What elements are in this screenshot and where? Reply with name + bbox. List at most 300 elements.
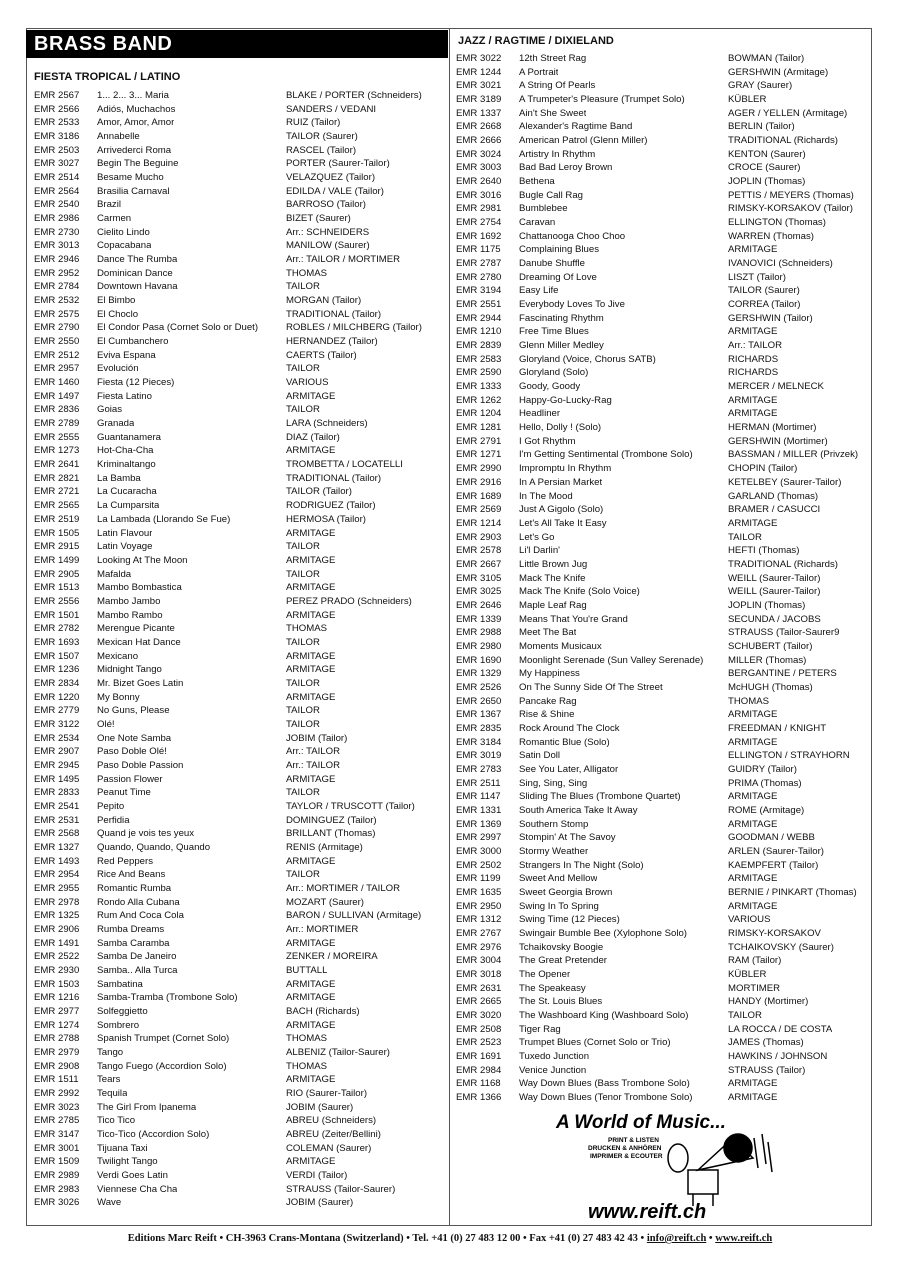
composer: ARMITAGE xyxy=(286,1156,336,1168)
catalog-number: EMR 2785 xyxy=(34,1115,80,1127)
catalog-number: EMR 2767 xyxy=(456,928,502,939)
catalog-row xyxy=(456,695,870,709)
catalog-number: EMR 2534 xyxy=(34,732,80,744)
piece-title: Samba Caramba xyxy=(97,937,170,949)
catalog-number: EMR 3004 xyxy=(456,955,502,967)
catalog-row xyxy=(34,937,444,951)
catalog-row xyxy=(456,777,870,791)
catalog-number: EMR 1513 xyxy=(34,582,80,594)
catalog-number: EMR 2721 xyxy=(34,486,80,498)
catalog-number: EMR 2952 xyxy=(34,267,80,279)
composer: COLEMAN (Saurer) xyxy=(286,1142,372,1154)
catalog-row xyxy=(456,366,870,380)
catalog-row xyxy=(456,544,870,558)
composer: ARMITAGE xyxy=(286,390,336,402)
catalog-number: EMR 3016 xyxy=(456,189,502,201)
composer: TAILOR xyxy=(286,718,320,730)
composer: CROCE (Saurer) xyxy=(728,162,801,174)
composer: HAWKINS / JOHNSON xyxy=(728,1051,828,1063)
piece-title: Brazil xyxy=(97,199,121,211)
composer: MERCER / MELNECK xyxy=(728,381,824,393)
piece-title: Dominican Dance xyxy=(97,267,173,279)
piece-title: 12th Street Rag xyxy=(519,53,587,64)
catalog-row xyxy=(34,335,444,349)
composer: ELLINGTON (Thomas) xyxy=(728,217,826,229)
composer: ARMITAGE xyxy=(728,900,778,912)
composer: KETELBEY (Saurer-Tailor) xyxy=(728,476,842,488)
catalog-row xyxy=(456,654,870,668)
catalog-number: EMR 2540 xyxy=(34,199,80,211)
piece-title: Solfeggietto xyxy=(97,1006,148,1018)
catalog-number: EMR 2835 xyxy=(456,722,502,734)
catalog-row xyxy=(34,677,444,691)
composer: TRADITIONAL (Tailor) xyxy=(286,472,382,484)
piece-title: Way Down Blues (Bass Trombone Solo) xyxy=(519,1078,690,1090)
catalog-number: EMR 1692 xyxy=(456,230,502,242)
piece-title: La Bamba xyxy=(97,472,141,484)
composer: Arr.: TAILOR / MORTIMER xyxy=(286,254,401,266)
piece-title: Swingair Bumble Bee (Xylophone Solo) xyxy=(519,928,687,939)
catalog-number: EMR 2666 xyxy=(456,135,502,147)
composer: RICHARDS xyxy=(728,353,779,365)
piece-title: Just A Gigolo (Solo) xyxy=(519,504,604,516)
composer: BASSMAN / MILLER (Privzek) xyxy=(728,449,859,461)
catalog-row xyxy=(456,927,870,941)
catalog-number: EMR 2930 xyxy=(34,965,80,976)
catalog-number: EMR 2977 xyxy=(34,1006,80,1018)
catalog-row xyxy=(34,841,444,855)
catalog-number: EMR 1175 xyxy=(456,244,501,256)
composer: ARMITAGE xyxy=(286,527,336,539)
catalog-number: EMR 1262 xyxy=(456,394,502,406)
composer: HERNANDEZ (Tailor) xyxy=(286,336,378,348)
piece-title: Latin Voyage xyxy=(97,541,153,553)
composer: BLAKE / PORTER (Schneiders) xyxy=(286,90,422,101)
catalog-row xyxy=(456,407,870,421)
composer: RIMSKY-KORSAKOV (Tailor) xyxy=(728,203,853,215)
composer: TAILOR (Saurer) xyxy=(728,285,800,297)
catalog-row xyxy=(34,540,444,554)
catalog-number: EMR 2788 xyxy=(34,1033,80,1045)
catalog-row xyxy=(34,1114,444,1128)
catalog-row xyxy=(34,1183,444,1197)
catalog-row xyxy=(456,982,870,996)
piece-title: Latin Flavour xyxy=(97,527,153,539)
composer: ROBLES / MILCHBERG (Tailor) xyxy=(286,322,422,334)
catalog-number: EMR 1507 xyxy=(34,650,80,662)
composer: TAILOR xyxy=(286,636,320,648)
composer: TAILOR xyxy=(286,404,320,416)
piece-title: In A Persian Market xyxy=(519,476,603,488)
catalog-row xyxy=(34,800,444,814)
catalog-number: EMR 2946 xyxy=(34,254,80,266)
composer: VARIOUS xyxy=(728,914,771,926)
catalog-number: EMR 2523 xyxy=(456,1037,502,1049)
catalog-number: EMR 2564 xyxy=(34,185,80,197)
catalog-row xyxy=(34,1032,444,1046)
composer: TAILOR xyxy=(286,568,320,580)
piece-title: Kriminaltango xyxy=(97,459,156,471)
logo-line1: PRINT & LISTEN xyxy=(608,1137,659,1144)
composer: ARMITAGE xyxy=(728,408,778,420)
catalog-row xyxy=(34,896,444,910)
composer: ARMITAGE xyxy=(286,1019,336,1031)
catalog-row xyxy=(34,267,444,281)
catalog-row xyxy=(456,175,870,189)
composer: ZENKER / MOREIRA xyxy=(286,951,378,963)
catalog-row xyxy=(456,257,870,271)
piece-title: Tiger Rag xyxy=(519,1023,561,1035)
logo-line2: DRUCKEN & ANHÖREN xyxy=(588,1145,662,1152)
composer: Arr.: MORTIMER xyxy=(286,923,359,935)
catalog-row xyxy=(34,362,444,376)
footer-web-link[interactable]: www.reift.ch xyxy=(715,1233,773,1244)
composer: ARMITAGE xyxy=(286,650,336,662)
catalog-number: EMR 1690 xyxy=(456,654,502,666)
catalog-row xyxy=(34,1005,444,1019)
composer: SECUNDA / JACOBS xyxy=(728,613,821,625)
piece-title: American Patrol (Glenn Miller) xyxy=(519,135,648,147)
piece-title: El Bimbo xyxy=(97,295,136,307)
catalog-row xyxy=(34,431,444,445)
composer: ARMITAGE xyxy=(728,791,778,803)
composer: McHUGH (Thomas) xyxy=(728,681,813,693)
catalog-row xyxy=(34,130,444,144)
catalog-row xyxy=(456,66,870,80)
catalog-row xyxy=(34,1073,444,1087)
catalog-number: EMR 2984 xyxy=(456,1064,502,1076)
catalog-row xyxy=(456,52,870,66)
catalog-number: EMR 2754 xyxy=(456,217,502,229)
composer: THOMAS xyxy=(286,1060,328,1072)
piece-title: Verdi Goes Latin xyxy=(97,1170,168,1182)
piece-title: Strangers In The Night (Solo) xyxy=(519,859,644,871)
catalog-number: EMR 2590 xyxy=(456,367,502,379)
catalog-number: EMR 1273 xyxy=(34,445,80,457)
catalog-number: EMR 2578 xyxy=(456,545,502,557)
piece-title: Tequila xyxy=(97,1088,128,1100)
composer: BACH (Richards) xyxy=(286,1006,360,1018)
piece-title: Pancake Rag xyxy=(519,695,577,707)
composer: ARLEN (Saurer-Tailor) xyxy=(728,845,824,857)
piece-title: South America Take It Away xyxy=(519,804,638,816)
composer: TAILOR xyxy=(286,869,320,881)
composer: MOZART (Saurer) xyxy=(286,896,365,908)
piece-title: Tijuana Taxi xyxy=(97,1142,148,1154)
catalog-number: EMR 2944 xyxy=(456,312,502,324)
composer: ARMITAGE xyxy=(728,709,778,721)
catalog-row xyxy=(456,831,870,845)
composer: WEILL (Saurer-Tailor) xyxy=(728,586,821,598)
piece-title: Mambo Bombastica xyxy=(97,582,182,594)
piece-title: Rise & Shine xyxy=(519,709,575,721)
composer: RASCEL (Tailor) xyxy=(286,144,357,156)
catalog-row xyxy=(456,134,870,148)
composer: LARA (Schneiders) xyxy=(286,418,368,430)
composer: TAILOR xyxy=(286,363,320,375)
catalog-row xyxy=(456,435,870,449)
catalog-number: EMR 2556 xyxy=(34,595,80,607)
catalog-number: EMR 3021 xyxy=(456,80,502,92)
catalog-number: EMR 3147 xyxy=(34,1129,80,1141)
piece-title: The Girl From Ipanema xyxy=(97,1101,197,1113)
piece-title: Mambo Jambo xyxy=(97,595,161,607)
composer: MORTIMER xyxy=(728,982,781,994)
piece-title: Tears xyxy=(97,1074,121,1086)
catalog-row xyxy=(34,253,444,267)
composer: STRAUSS (Tailor-Saurer) xyxy=(286,1183,396,1195)
catalog-number: EMR 1505 xyxy=(34,527,80,539)
composer: ARMITAGE xyxy=(286,1074,336,1086)
catalog-number: EMR 2981 xyxy=(456,203,502,215)
piece-title: Means That You're Grand xyxy=(519,613,628,625)
catalog-row xyxy=(456,722,870,736)
catalog-number: EMR 1333 xyxy=(456,381,502,393)
catalog-row xyxy=(456,859,870,873)
catalog-number: EMR 2821 xyxy=(34,472,80,484)
footer xyxy=(0,1233,900,1244)
composer: BERLIN (Tailor) xyxy=(728,121,795,133)
composer: HERMOSA (Tailor) xyxy=(286,513,366,525)
catalog-row xyxy=(34,568,444,582)
catalog-row xyxy=(456,818,870,832)
catalog-row xyxy=(34,923,444,937)
composer: HEFTI (Thomas) xyxy=(728,545,800,557)
catalog-number: EMR 1499 xyxy=(34,554,80,566)
catalog-number: EMR 2503 xyxy=(34,144,80,156)
catalog-row xyxy=(34,773,444,787)
composer: THOMAS xyxy=(286,267,328,279)
piece-title: Rumba Dreams xyxy=(97,923,165,935)
piece-title: Glenn Miller Medley xyxy=(519,340,604,352)
catalog-number: EMR 3022 xyxy=(456,53,502,64)
piece-title: Hot-Cha-Cha xyxy=(97,445,154,457)
catalog-row xyxy=(456,325,870,339)
catalog-number: EMR 2640 xyxy=(456,176,502,188)
catalog-number: EMR 1271 xyxy=(456,449,502,461)
catalog-number: EMR 3003 xyxy=(456,162,502,174)
catalog-number: EMR 2566 xyxy=(34,103,80,115)
catalog-row xyxy=(34,239,444,253)
catalog-row xyxy=(456,312,870,326)
composer: RICHARDS xyxy=(728,367,779,379)
piece-title: Mexican Hat Dance xyxy=(97,636,181,648)
catalog-number: EMR 1216 xyxy=(34,992,80,1004)
catalog-number: EMR 1635 xyxy=(456,886,502,898)
catalog-row xyxy=(34,458,444,472)
composer: Arr.: SCHNEIDERS xyxy=(286,226,370,238)
piece-title: A Portrait xyxy=(519,66,559,78)
piece-title: Maple Leaf Rag xyxy=(519,599,587,611)
piece-title: Tango xyxy=(97,1047,124,1059)
catalog-number: EMR 2667 xyxy=(456,558,502,570)
piece-title: Merengue Picante xyxy=(97,623,175,635)
catalog-number: EMR 2906 xyxy=(34,923,80,935)
piece-title: Goody, Goody xyxy=(519,381,581,393)
catalog-number: EMR 3122 xyxy=(34,718,80,730)
piece-title: Cielito Lindo xyxy=(97,226,150,238)
catalog-number: EMR 2668 xyxy=(456,121,502,133)
catalog-number: EMR 2526 xyxy=(456,681,502,693)
catalog-row xyxy=(34,1046,444,1060)
composer: IVANOVICI (Schneiders) xyxy=(728,258,833,270)
catalog-number: EMR 1220 xyxy=(34,691,80,703)
composer: GERSHWIN (Tailor) xyxy=(728,312,813,324)
composer: THOMAS xyxy=(286,623,328,635)
composer: JOBIM (Saurer) xyxy=(286,1101,354,1113)
catalog-number: EMR 2979 xyxy=(34,1047,80,1059)
catalog-row xyxy=(456,531,870,545)
catalog-number: EMR 1337 xyxy=(456,107,502,119)
piece-title: El Cumbanchero xyxy=(97,336,169,348)
catalog-row xyxy=(456,626,870,640)
composer: JAMES (Thomas) xyxy=(728,1037,804,1049)
catalog-row xyxy=(456,995,870,1009)
catalog-row xyxy=(456,339,870,353)
catalog-row xyxy=(456,353,870,367)
catalog-row xyxy=(34,745,444,759)
piece-title: Trumpet Blues (Cornet Solo or Trio) xyxy=(519,1037,671,1049)
piece-title: Peanut Time xyxy=(97,787,151,799)
catalog-number: EMR 2575 xyxy=(34,308,80,320)
catalog-row xyxy=(456,148,870,162)
catalog-row xyxy=(456,941,870,955)
piece-title: I'm Getting Sentimental (Trombone Solo) xyxy=(519,449,693,461)
piece-title: Stormy Weather xyxy=(519,845,589,857)
catalog-number: EMR 2665 xyxy=(456,996,502,1008)
catalog-number: EMR 1244 xyxy=(456,66,502,78)
piece-title: Bethena xyxy=(519,176,555,188)
composer: ARMITAGE xyxy=(728,1092,778,1104)
catalog-number: EMR 2646 xyxy=(456,599,502,611)
piece-title: Way Down Blues (Tenor Trombone Solo) xyxy=(519,1092,693,1104)
piece-title: Granada xyxy=(97,418,135,430)
catalog-row xyxy=(34,144,444,158)
catalog-row xyxy=(34,321,444,335)
composer: BRAMER / CASUCCI xyxy=(728,504,821,516)
catalog-row xyxy=(456,640,870,654)
piece-title: Fiesta Latino xyxy=(97,390,152,402)
catalog-row xyxy=(456,107,870,121)
piece-title: Besame Mucho xyxy=(97,172,164,184)
catalog-number: EMR 2905 xyxy=(34,568,80,580)
catalog-number: EMR 2789 xyxy=(34,418,80,430)
catalog-row xyxy=(456,120,870,134)
catalog-number: EMR 3194 xyxy=(456,285,502,297)
catalog-number: EMR 3018 xyxy=(456,969,502,981)
catalog-number: EMR 3105 xyxy=(456,572,502,584)
piece-title: La Cucaracha xyxy=(97,486,157,498)
piece-title: Downtown Havana xyxy=(97,281,178,293)
catalog-row xyxy=(34,964,444,978)
catalog-row xyxy=(34,609,444,623)
piece-title: Everybody Loves To Jive xyxy=(519,299,625,311)
catalog-row xyxy=(34,527,444,541)
catalog-number: EMR 2950 xyxy=(456,900,502,912)
catalog-row xyxy=(34,882,444,896)
piece-title: Passion Flower xyxy=(97,773,163,785)
composer: THOMAS xyxy=(286,1033,328,1045)
piece-title: I Got Rhythm xyxy=(519,435,576,447)
catalog-number: EMR 1501 xyxy=(34,609,80,621)
left-section-title: FIESTA TROPICAL / LATINO xyxy=(34,71,181,83)
catalog-row xyxy=(34,499,444,513)
catalog-row xyxy=(34,718,444,732)
piece-title: Gloryland (Voice, Chorus SATB) xyxy=(519,353,656,365)
piece-title: Amor, Amor, Amor xyxy=(97,117,175,129)
composer: TRADITIONAL (Richards) xyxy=(728,135,838,147)
catalog-number: EMR 3019 xyxy=(456,750,502,762)
piece-title: Eviva Espana xyxy=(97,349,156,361)
catalog-row xyxy=(34,485,444,499)
composer: ARMITAGE xyxy=(286,992,336,1004)
catalog-number: EMR 2983 xyxy=(34,1183,80,1195)
composer: WEILL (Saurer-Tailor) xyxy=(728,572,821,584)
catalog-number: EMR 2522 xyxy=(34,951,80,963)
catalog-number: EMR 2650 xyxy=(456,695,502,707)
piece-title: Tico-Tico (Accordion Solo) xyxy=(97,1129,210,1141)
piece-title: Tchaikovsky Boogie xyxy=(519,941,604,953)
composer: ARMITAGE xyxy=(286,937,336,949)
composer: VERDI (Tailor) xyxy=(286,1170,348,1182)
piece-title: Moonlight Serenade (Sun Valley Serenade) xyxy=(519,654,704,666)
catalog-row xyxy=(456,845,870,859)
catalog-number: EMR 3001 xyxy=(34,1142,80,1154)
catalog-row xyxy=(456,613,870,627)
piece-title: Rock Around The Clock xyxy=(519,722,620,734)
catalog-number: EMR 2978 xyxy=(34,896,80,908)
composer: JOPLIN (Thomas) xyxy=(728,176,806,188)
piece-title: Mr. Bizet Goes Latin xyxy=(97,677,184,689)
composer: RENIS (Armitage) xyxy=(286,841,363,853)
composer: ARMITAGE xyxy=(728,517,778,529)
piece-title: Brasilia Carnaval xyxy=(97,185,170,197)
composer: BARROSO (Tailor) xyxy=(286,199,366,211)
piece-title: My Bonny xyxy=(97,691,140,703)
composer: RODRIGUEZ (Tailor) xyxy=(286,500,376,512)
catalog-row xyxy=(34,704,444,718)
catalog-row xyxy=(34,991,444,1005)
catalog-number: EMR 2907 xyxy=(34,746,80,758)
piece-title: Artistry In Rhythm xyxy=(519,148,596,160)
piece-title: Headliner xyxy=(519,408,561,420)
composer: ABREU (Zeiter/Bellini) xyxy=(286,1129,381,1141)
composer: TAILOR xyxy=(286,541,320,553)
composer: DIAZ (Tailor) xyxy=(286,431,340,443)
piece-title: Perfidia xyxy=(97,814,130,826)
catalog-number: EMR 2833 xyxy=(34,787,80,799)
catalog-row xyxy=(456,243,870,257)
piece-title: Sliding The Blues (Trombone Quartet) xyxy=(519,791,681,803)
catalog-number: EMR 2782 xyxy=(34,623,80,635)
catalog-row xyxy=(34,909,444,923)
catalog-row xyxy=(456,490,870,504)
composer: ARMITAGE xyxy=(728,736,778,748)
composer: FREEDMAN / KNIGHT xyxy=(728,722,827,734)
piece-title: Rum And Coca Cola xyxy=(97,910,184,922)
piece-title: One Note Samba xyxy=(97,732,172,744)
catalog-number: EMR 3184 xyxy=(456,736,502,748)
catalog-number: EMR 1366 xyxy=(456,1092,502,1104)
catalog-row xyxy=(34,376,444,390)
composer: EDILDA / VALE (Tailor) xyxy=(286,185,384,197)
piece-title: Venice Junction xyxy=(519,1064,587,1076)
footer-email-link[interactable]: info@reift.ch xyxy=(646,1233,707,1244)
catalog-row xyxy=(456,736,870,750)
catalog-row xyxy=(34,868,444,882)
catalog-number: EMR 1327 xyxy=(34,841,80,853)
catalog-row xyxy=(34,1087,444,1101)
